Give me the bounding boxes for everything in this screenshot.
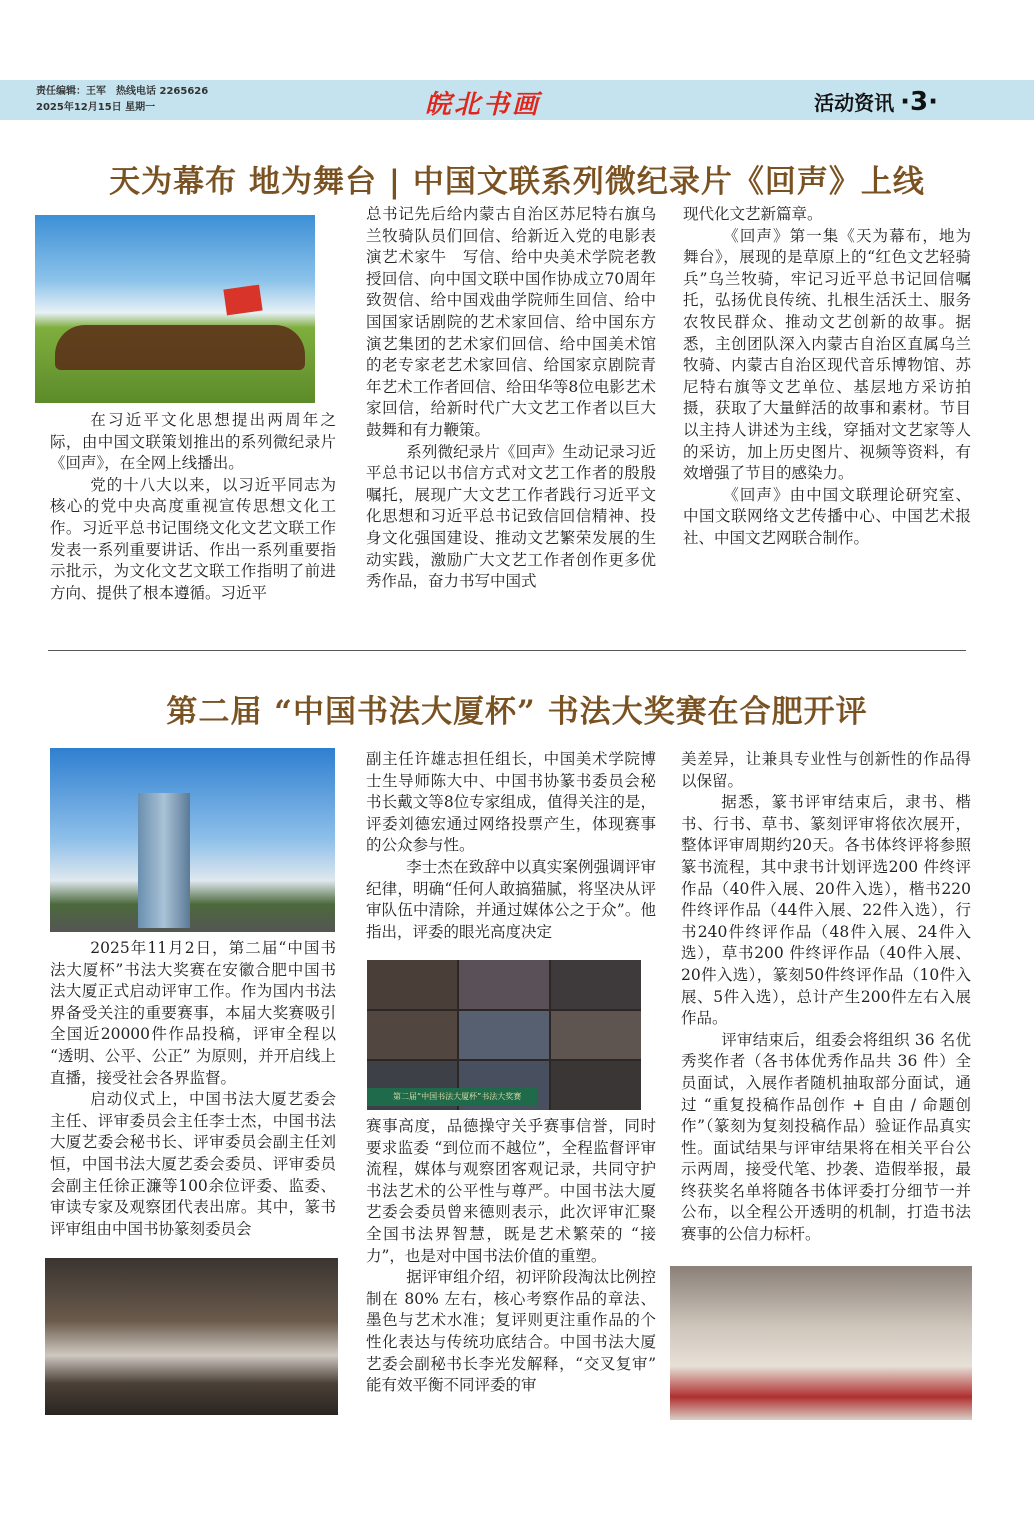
paragraph: 党的十八大以来，以习近平同志为核心的党中央高度重视宣传思想文化工作。习近平总书记围绕文化文艺文联工作发表一系列重要讲话、作出一系列重要指示批示，为文化文艺文联工作指明了前进方向、提供了根本遵循。习近平 [50,475,336,602]
horse-riders-photo [35,215,315,403]
paragraph: 现代化文艺新篇章。 [683,205,823,223]
paragraph: 副主任许雄志担任组长，中国美术学院博士生导师陈大中、中国书协篆书委员会秘书长戴文等8位专家组成，值得关注的是，评委刘德宏通过网络投票产生，体现赛事的公众参与性。 [366,750,656,855]
judges-video-wall-photo [367,960,641,1110]
paragraph: 《回声》由中国文联理论研究室、中国文联网络文艺传播中心、中国艺术报社、中国文艺网联合制作。 [683,485,971,547]
paragraph: 启动仪式上，中国书法大厦艺委会主任、评审委员会主任李士杰，中国书法大厦艺委会秘书长、评审委员会副主任刘恒，中国书法大厦艺委会委员、评审委员会副主任徐正濂等100余位评委、监委、审读专家及观察团代表出席。其中，篆书评审组由中国书协篆刻委员会 [50,1090,336,1238]
calligraphy-building-photo [50,748,335,932]
paragraph: 评审结束后，组委会将组织 36 名优秀奖作者（各书体优秀作品共 36 件）全员面试，入展作者随机抽取部分面试，通过 “重复投稿作品创作 + 自由 / 命题创作”（篆刻为复刻投稿作品）验证作品真实性。面试结果与评审结果将在相关平台公示两周，接受代笔、抄袭、造假举报，最终获奖名单将随各书体评委打分细节一并公布，以全程公开透明的机制，打造书法赛事的公信力标杆。 [681,1030,971,1244]
section-name: 活动资讯 [814,91,895,115]
paragraph: 在习近平文化思想提出两周年之际，由中国文联策划推出的系列微纪录片《回声》，在全网上线播出。 [50,411,336,473]
article1-column-3 [683,204,971,550]
paragraph: 系列微纪录片《回声》生动记录习近平总书记以书信方式对文艺工作者的殷殷嘱托，展现广大文艺工作者践行习近平文化思想和习近平总书记致信回信精神、投身文化强国建设、推动文艺繁荣发展的生动实践，激励广大文艺工作者创作更多优秀作品，奋力书写中国式 [366,442,656,591]
article2-column-1 [50,938,336,1240]
paragraph: 2025年11月2日，第二届“中国书法大厦杯”书法大奖赛在安徽合肥中国书法大厦正式启动评审工作。作为国内书法界备受关注的重要赛事，本届大奖赛吸引全国近20000件作品投稿，评审全程以 “透明、公平、公正” 为原则，并开启线上直播，接受社会各界监督。 [50,939,336,1087]
newspaper-logo: 皖北书画 [425,90,542,120]
issue-date: 2025年12月15日 星期一 [36,102,156,113]
paragraph: 李士杰在致辞中以真实案例强调评审纪律，明确“任何人敢搞猫腻，将坚决从评审队伍中清除，并通过媒体公之于众”。他指出，评委的眼光高度决定 [366,857,656,941]
paragraph: 总书记先后给内蒙古自治区苏尼特右旗乌兰牧骑队员们回信、给新近入党的电影表演艺术家牛 写信、给中央美术学院老教授回信、向中国文联中国作协成立70周年致贺信、给中国戏曲学院师生回信、给中国国家话剧院的艺术家回信、给中国东方演艺集团的艺术家们回信、给中国美术馆的老专家老艺术家回信、给国家京剧院青年艺术工作者回信、给田华等8位电影艺术家回信，给新时代广大文艺工作者以巨大鼓舞和有力鞭策。 [366,205,656,439]
article2-column-2b [366,1116,656,1397]
judging-session-photo [670,1266,972,1420]
article2-column-3 [681,749,971,1246]
paragraph: 据悉，篆书评审结束后，隶书、楷书、行书、草书、篆刻评审将依次展开，整体评审周期约20天。各书体终评将参照篆书流程，其中隶书计划评选200 件终评作品（40件入展、20件入选），楷书220件终评作品（44件入展、22件入选），行书240件终评作品（48件入展、24件入选），草书200 件终评作品（40件入展、20件入选），篆刻50件终评作品（10件入展、5件入选），总计产生200件左右入展作品。 [681,793,971,1028]
article1-column-2 [366,204,656,593]
paragraph: 据评审组介绍，初评阶段淘汰比例控制在 80% 左右，核心考察作品的章法、墨色与艺术水准；复评则更注重作品的个性化表达与传统功底结合。中国书法大厦艺委会副秘书长李光发解释，“交叉复审” 能有效平衡不同评委的审 [366,1268,656,1395]
editor-info: 责任编辑：王军 热线电话 2265626 [36,86,209,97]
section-label [814,87,938,117]
article1-column-1 [50,410,336,604]
page-number: ·3· [900,87,938,117]
paragraph: 赛事高度，品德操守关乎赛事信誉，同时要求监委 “到位而不越位”，全程监督评审流程，媒体与观察团客观记录，共同守护书法艺术的公平性与尊严。中国书法大厦艺委会委员曾来德则表示，此次评审汇聚全国书法界智慧，既是艺术繁荣的 “接力”，也是对中国书法价值的重塑。 [366,1117,656,1265]
article2-column-2a [366,749,656,943]
article2-headline: 第二届 “中国书法大厦杯” 书法大奖赛在合肥开评 [166,694,868,730]
group-photo [45,1258,338,1415]
paragraph: 《回声》第一集《天为幕布，地为舞台》，展现的是草原上的“红色文艺轻骑兵”乌兰牧骑，牢记习近平总书记回信嘱托，弘扬优良传统、扎根生活沃土、服务农牧民群众、推动文艺创新的故事。据悉，主创团队深入内蒙古自治区直属乌兰牧骑、内蒙古自治区现代音乐博物馆、苏尼特右旗等文艺单位、基层地方采访拍摄，获取了大量鲜活的故事和素材。节目以主持人讲述为主线，穿插对文艺家等人的采访，加上历史图片、视频等资料，有效增强了节目的感染力。 [683,226,971,483]
article1-headline: 天为幕布 地为舞台 | 中国文联系列微纪录片《回声》上线 [109,164,925,200]
article-divider [48,650,966,651]
photo-caption-banner: 第二届“中国书法大厦杯”书法大奖赛 [367,1088,537,1106]
paragraph: 美差异，让兼具专业性与创新性的作品得以保留。 [681,750,971,790]
